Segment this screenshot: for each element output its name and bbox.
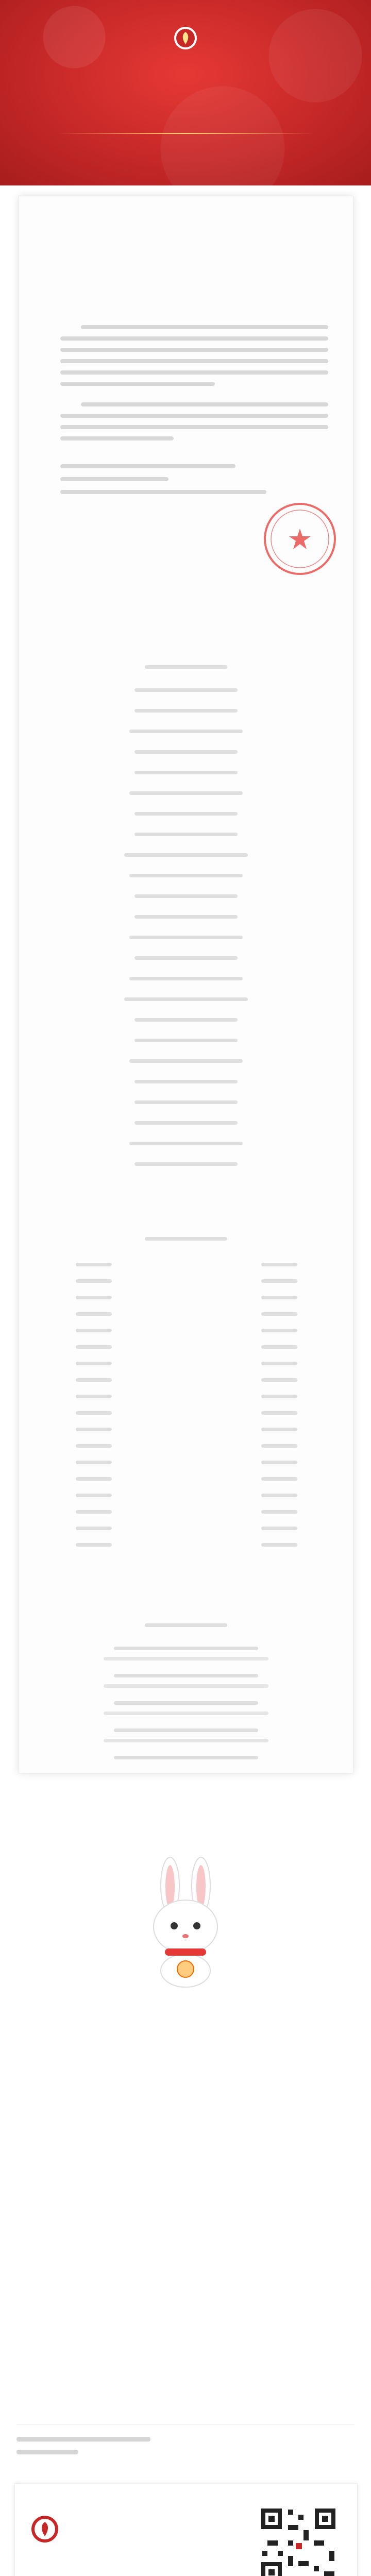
list-item [76,1411,112,1415]
list-item [124,853,248,857]
list-item [76,1279,112,1283]
list-item [261,1345,297,1349]
follow-card [14,2483,358,2576]
list-item [261,1477,297,1481]
list-item [134,1018,238,1022]
text-line [60,477,168,481]
list-item [76,1510,112,1514]
list-item [114,1728,258,1732]
list-item [76,1477,112,1481]
list-item [124,997,248,1001]
text-line [81,402,328,406]
list-item [104,1711,268,1715]
list-item [145,1623,227,1627]
list-item [76,1345,112,1349]
list-item [76,1378,112,1382]
list-item [76,1461,112,1464]
list-item [104,1684,268,1688]
list-item [261,1362,297,1365]
list-item [134,1039,238,1042]
list-item [261,1461,297,1464]
list-item [134,750,238,754]
list-item [114,1701,258,1705]
list-item [261,1411,297,1415]
list-item [114,1647,258,1650]
list-item [129,730,243,733]
text-line [81,325,328,329]
list-item [261,1395,297,1398]
organization-logo-icon [173,26,198,50]
list-item [261,1428,297,1431]
header-banner [0,0,371,185]
list-item [261,1296,297,1299]
list-item [114,1674,258,1677]
text-line [60,464,235,468]
text-line [60,382,215,386]
text-line [60,490,266,494]
list-item [129,977,243,980]
list-item [134,688,238,692]
list-item [76,1527,112,1530]
list-item [76,1428,112,1431]
qr-code-icon[interactable] [257,2504,340,2576]
list-item [261,1378,297,1382]
list-item [134,894,238,898]
list-item [76,1494,112,1497]
list-item [134,1121,238,1125]
list-item [145,1237,227,1241]
list-item [261,1527,297,1530]
text-line [60,436,174,440]
organization-logo-icon [30,2515,59,2544]
list-item [76,1543,112,1547]
list-item [76,1263,112,1266]
announcement-card [19,196,353,1773]
text-line [60,370,328,375]
text-line [60,414,328,418]
list-item [134,812,238,816]
list-item [134,833,238,836]
list-item [104,1657,268,1660]
list-item [114,1756,258,1759]
list-item [129,791,243,795]
list-item [145,665,227,669]
footer-source [16,2437,150,2442]
text-line [60,336,328,341]
banner-divider [57,133,314,134]
list-item [261,1312,297,1316]
list-item [76,1362,112,1365]
list-item [261,1444,297,1448]
text-line [60,359,328,363]
list-item [261,1329,297,1332]
list-item [76,1329,112,1332]
list-item [134,1080,238,1083]
footer-editor [16,2450,78,2454]
list-item [134,1100,238,1104]
text-line [60,348,328,352]
list-item [134,915,238,919]
list-item [129,1142,243,1145]
list-item [76,1395,112,1398]
list-item [134,956,238,960]
list-item [261,1263,297,1266]
list-item [134,709,238,713]
list-item [261,1510,297,1514]
list-item [129,1059,243,1063]
list-item [261,1279,297,1283]
list-item [129,874,243,877]
list-item [129,936,243,939]
list-item [134,771,238,774]
list-item [104,1739,268,1742]
rabbit-mascot-icon [139,1855,232,1989]
list-item [261,1494,297,1497]
list-item [76,1312,112,1316]
list-item [76,1296,112,1299]
list-item [76,1444,112,1448]
text-line [60,425,328,429]
official-seal-icon [261,500,339,578]
footer-divider [16,2424,355,2425]
list-item [261,1543,297,1547]
list-item [134,1162,238,1166]
